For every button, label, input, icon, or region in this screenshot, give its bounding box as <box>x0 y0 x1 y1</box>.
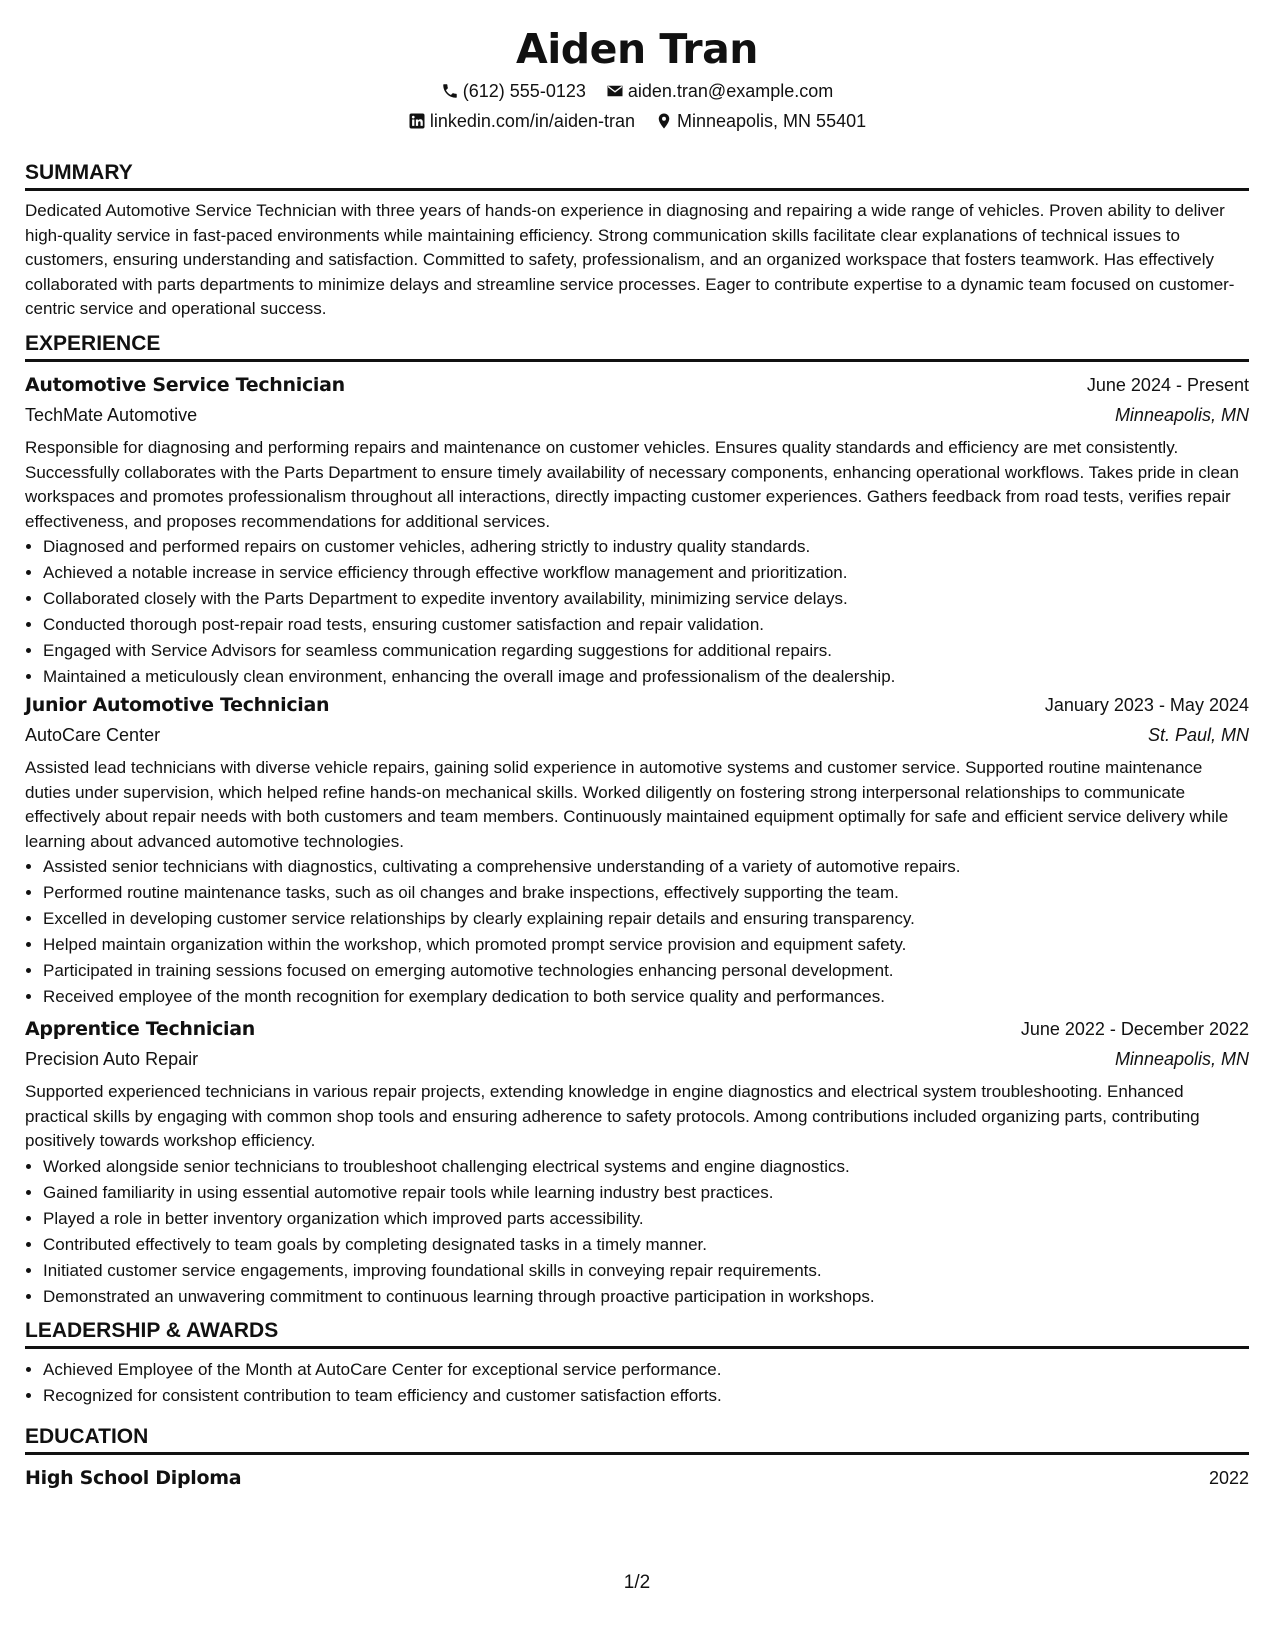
job-bullets <box>25 1154 1249 1310</box>
education-section <box>25 1424 1249 1493</box>
bullet-item: • Diagnosed and performed repairs on customer vehicles, adhering strictly to industry quality standards. <box>43 534 1249 560</box>
resume-header <box>25 0 1249 136</box>
bullet-item: • Excelled in developing customer service relationships by clearly explaining repair details and ensuring transparency. <box>43 906 1249 932</box>
bullet-item: • Engaged with Service Advisors for seamless communication regarding suggestions for additional repairs. <box>43 638 1249 664</box>
graduation-year: 2022 <box>1208 1468 1249 1488</box>
job-location: Minneapolis, MN <box>1114 1049 1249 1069</box>
job-dates: January 2023 - May 2024 <box>1044 695 1249 715</box>
resume-page <box>25 0 1249 1650</box>
leadership-bullets <box>25 1357 1249 1409</box>
bullet-item: • Participated in training sessions focused on emerging automotive technologies enhancing personal development. <box>43 958 1249 984</box>
bullet-item: • Contributed effectively to team goals by completing designated tasks in a timely manner. <box>43 1232 1249 1258</box>
linkedin-contact[interactable] <box>408 106 635 136</box>
job-bullets <box>25 534 1249 690</box>
job-company: AutoCare Center <box>25 725 161 745</box>
phone-contact[interactable] <box>441 76 586 106</box>
job-company: Precision Auto Repair <box>25 1049 199 1069</box>
degree-title: High School Diploma <box>25 1467 242 1489</box>
job-entry <box>25 370 1249 690</box>
job-entry <box>25 1014 1249 1310</box>
bullet-item: • Collaborated closely with the Parts Department to expedite inventory availability, minimizing service delays. <box>43 586 1249 612</box>
job-description: Supported experienced technicians in various repair projects, extending knowledge in engine diagnostics and electrical system troubleshooting. Enhanced practical skills by engaging with common shop tools and ensuring adherence to safety protocols. Among contributions included organizing parts, contributing positively towards workshop efficiency. <box>25 1082 1200 1150</box>
job-entry <box>25 690 1249 1010</box>
section-title-leadership: LEADERSHIP & AWARDS <box>25 1318 1249 1349</box>
education-entry <box>25 1463 1249 1493</box>
bullet-item: • Helped maintain organization within the workshop, which promoted prompt service provision and equipment safety. <box>43 932 1249 958</box>
bullet-item: • Assisted senior technicians with diagnostics, cultivating a comprehensive understanding of a variety of automotive repairs. <box>43 854 1249 880</box>
job-bullets <box>25 854 1249 1010</box>
envelope-icon <box>606 82 624 100</box>
section-title-summary: SUMMARY <box>25 160 1249 191</box>
job-company: TechMate Automotive <box>25 405 198 425</box>
page-number: 1/2 <box>623 1572 651 1593</box>
job-location: Minneapolis, MN <box>1114 405 1249 425</box>
leadership-section <box>25 1318 1249 1409</box>
location-text: Minneapolis, MN 55401 <box>677 111 867 131</box>
map-pin-icon <box>655 112 673 130</box>
bullet-item: • Received employee of the month recognition for exemplary dedication to both service quality and performances. <box>43 984 1249 1010</box>
bullet-item: • Conducted thorough post-repair road tests, ensuring customer satisfaction and repair validation. <box>43 612 1249 638</box>
bullet-item: • Performed routine maintenance tasks, such as oil changes and brake inspections, effectively supporting the team. <box>43 880 1249 906</box>
contact-row-1 <box>25 76 1249 106</box>
candidate-name: Aiden Tran <box>516 25 758 73</box>
job-location: St. Paul, MN <box>1147 725 1249 745</box>
job-description: Responsible for diagnosing and performing repairs and maintenance on customer vehicles. Ensures quality standards and efficiency are met consistently. Successfully collaborates with the Parts Department to ensure timely availability of necessary components, enhancing operational workflows. Takes pride in clean workspaces and promotes professionalism throughout all interactions, directly impacting customer experiences. Gathers feedback from road tests, verifies repair effectiveness, and proposes recommendations for additional services. <box>25 438 1239 531</box>
location-contact <box>655 106 866 136</box>
section-title-education: EDUCATION <box>25 1424 1249 1455</box>
summary-text: Dedicated Automotive Service Technician with three years of hands-on experience in diagnosing and repairing a wide range of vehicles. Proven ability to deliver high-quality service in fast-paced environments while maintaining efficiency. Strong communication skills facilitate clear explanations of technical issues to customers, ensuring understanding and satisfaction. Committed to safety, professionalism, and an organized workspace that fosters teamwork. Has effectively collaborated with parts departments to minimize delays and streamline service processes. Eager to contribute expertise to a dynamic team focused on customer-centric service and operational success. <box>25 201 1235 318</box>
bullet-item: • Recognized for consistent contribution to team efficiency and customer satisfaction efforts. <box>43 1383 1249 1409</box>
job-title: Automotive Service Technician <box>25 374 345 396</box>
section-title-experience: EXPERIENCE <box>25 331 1249 362</box>
job-dates: June 2024 - Present <box>1086 375 1249 395</box>
job-dates: June 2022 - December 2022 <box>1020 1019 1249 1039</box>
bullet-item: • Played a role in better inventory organization which improved parts accessibility. <box>43 1206 1249 1232</box>
bullet-item: • Gained familiarity in using essential automotive repair tools while learning industry best practices. <box>43 1180 1249 1206</box>
email-text: aiden.tran@example.com <box>627 81 834 101</box>
bullet-item: • Achieved Employee of the Month at AutoCare Center for exceptional service performance. <box>43 1357 1249 1383</box>
bullet-item: • Achieved a notable increase in service efficiency through effective workflow management and prioritization. <box>43 560 1249 586</box>
bullet-item: • Demonstrated an unwavering commitment to continuous learning through proactive participation in workshops. <box>43 1284 1249 1310</box>
summary-section <box>25 160 1249 322</box>
phone-icon <box>441 82 459 100</box>
job-description: Assisted lead technicians with diverse vehicle repairs, gaining solid experience in automotive systems and customer service. Supported routine maintenance duties under supervision, which helped refine hands-on mechanical skills. Worked diligently on fostering strong interpersonal relationships to communicate effectively about repair needs with both customers and team members. Continuously maintained equipment optimally for safe and efficient service delivery while learning about advanced automotive technologies. <box>25 758 1229 851</box>
job-title: Junior Automotive Technician <box>25 694 330 716</box>
linkedin-icon <box>408 112 426 130</box>
contact-row-2 <box>25 106 1249 136</box>
job-title: Apprentice Technician <box>25 1018 256 1040</box>
bullet-item: • Worked alongside senior technicians to troubleshoot challenging electrical systems and engine diagnostics. <box>43 1154 1249 1180</box>
phone-text: (612) 555-0123 <box>462 81 586 101</box>
bullet-item: • Maintained a meticulously clean environment, enhancing the overall image and professionalism of the dealership. <box>43 664 1249 690</box>
bullet-item: • Initiated customer service engagements, improving foundational skills in conveying repair requirements. <box>43 1258 1249 1284</box>
experience-section <box>25 331 1249 690</box>
linkedin-text: linkedin.com/in/aiden-tran <box>429 111 635 131</box>
email-contact[interactable] <box>606 76 833 106</box>
